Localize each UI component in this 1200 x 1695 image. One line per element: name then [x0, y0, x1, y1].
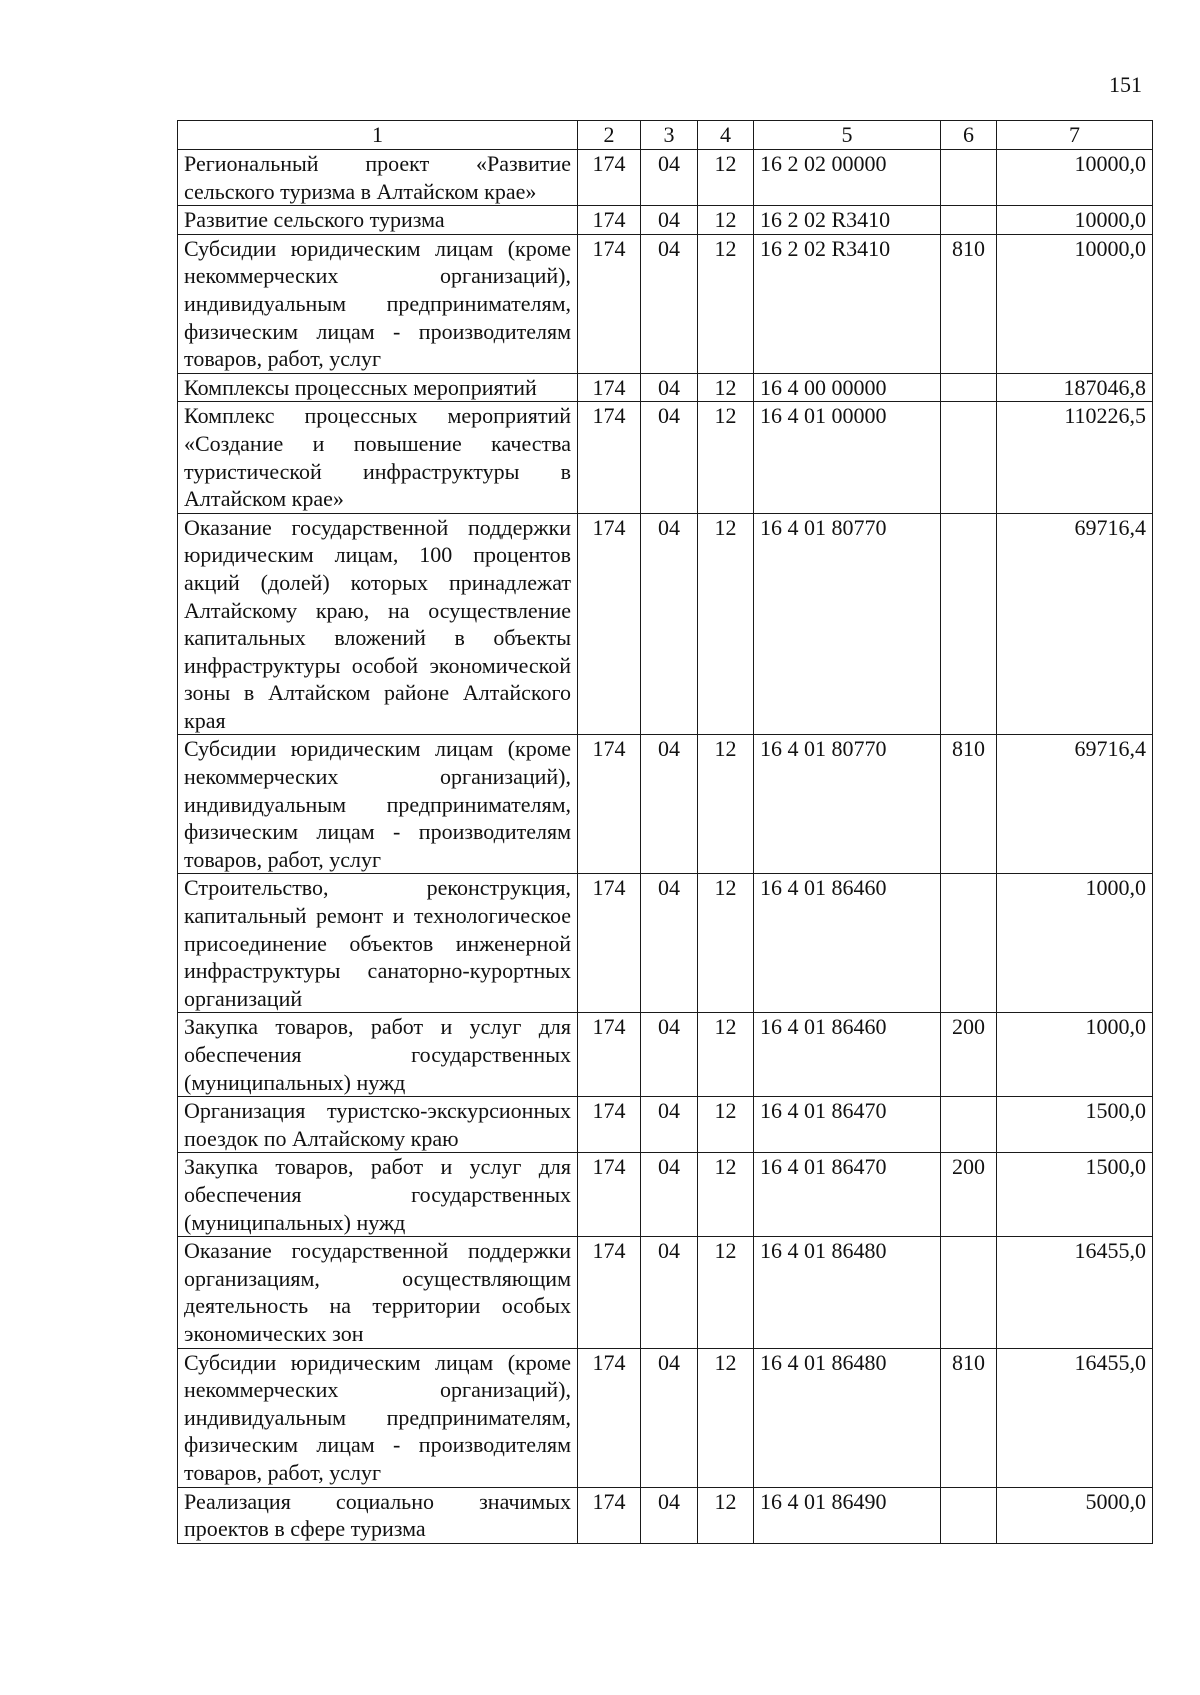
amount-cell: 69716,4 [997, 513, 1153, 735]
table-row [178, 206, 1153, 235]
amount-cell: 10000,0 [997, 234, 1153, 373]
expense-type-cell [941, 402, 997, 513]
expense-type-cell [941, 206, 997, 235]
target-article-cell: 16 4 01 00000 [754, 402, 941, 513]
subsection-cell: 12 [698, 234, 754, 373]
admin-code-cell: 174 [578, 874, 641, 1013]
table-row [178, 1487, 1153, 1543]
section-cell: 04 [641, 1097, 698, 1153]
expense-type-cell: 810 [941, 234, 997, 373]
admin-code-cell: 174 [578, 234, 641, 373]
column-header: 2 [578, 121, 641, 150]
expense-type-cell [941, 1487, 997, 1543]
row-description: Оказание государственной поддержки организациям, осуществляющим деятельность на территории особых экономических зон [178, 1237, 578, 1348]
row-description: Оказание государственной поддержки юридическим лицам, 100 процентов акций (долей) которых принадлежат Алтайскому краю, на осуществление капитальных вложений в объекты инфраструктуры особой экономической зоны в Алтайском районе Алтайского края [178, 513, 578, 735]
amount-cell: 110226,5 [997, 402, 1153, 513]
admin-code-cell: 174 [578, 1348, 641, 1487]
admin-code-cell: 174 [578, 1013, 641, 1097]
table-body [178, 150, 1153, 1544]
subsection-cell: 12 [698, 1153, 754, 1237]
subsection-cell: 12 [698, 874, 754, 1013]
section-cell: 04 [641, 735, 698, 874]
admin-code-cell: 174 [578, 1487, 641, 1543]
table-row [178, 150, 1153, 206]
amount-cell: 10000,0 [997, 150, 1153, 206]
expense-type-cell: 200 [941, 1013, 997, 1097]
budget-table [177, 120, 1153, 1544]
row-description: Комплексы процессных мероприятий [178, 373, 578, 402]
table-row [178, 1153, 1153, 1237]
target-article-cell: 16 4 01 86470 [754, 1097, 941, 1153]
subsection-cell: 12 [698, 1097, 754, 1153]
row-description: Региональный проект «Развитие сельского туризма в Алтайском крае» [178, 150, 578, 206]
row-description: Субсидии юридическим лицам (кроме некоммерческих организаций), индивидуальным предпринимателям, физическим лицам - производителям товаров, работ, услуг [178, 1348, 578, 1487]
admin-code-cell: 174 [578, 373, 641, 402]
amount-cell: 1000,0 [997, 1013, 1153, 1097]
amount-cell: 1500,0 [997, 1097, 1153, 1153]
column-header: 7 [997, 121, 1153, 150]
amount-cell: 16455,0 [997, 1348, 1153, 1487]
target-article-cell: 16 4 01 86470 [754, 1153, 941, 1237]
target-article-cell: 16 4 00 00000 [754, 373, 941, 402]
admin-code-cell: 174 [578, 206, 641, 235]
expense-type-cell: 810 [941, 1348, 997, 1487]
admin-code-cell: 174 [578, 402, 641, 513]
section-cell: 04 [641, 1237, 698, 1348]
admin-code-cell: 174 [578, 513, 641, 735]
target-article-cell: 16 4 01 86460 [754, 874, 941, 1013]
subsection-cell: 12 [698, 402, 754, 513]
row-description: Развитие сельского туризма [178, 206, 578, 235]
amount-cell: 69716,4 [997, 735, 1153, 874]
target-article-cell: 16 4 01 86460 [754, 1013, 941, 1097]
column-header: 1 [178, 121, 578, 150]
subsection-cell: 12 [698, 1237, 754, 1348]
amount-cell: 5000,0 [997, 1487, 1153, 1543]
row-description: Комплекс процессных мероприятий «Создание и повышение качества туристической инфраструктуры в Алтайском крае» [178, 402, 578, 513]
admin-code-cell: 174 [578, 1097, 641, 1153]
target-article-cell: 16 4 01 80770 [754, 735, 941, 874]
target-article-cell: 16 4 01 80770 [754, 513, 941, 735]
amount-cell: 10000,0 [997, 206, 1153, 235]
target-article-cell: 16 4 01 86480 [754, 1348, 941, 1487]
amount-cell: 16455,0 [997, 1237, 1153, 1348]
table-row [178, 513, 1153, 735]
table-row [178, 234, 1153, 373]
column-header: 3 [641, 121, 698, 150]
row-description: Организация туристско-экскурсионных поездок по Алтайскому краю [178, 1097, 578, 1153]
target-article-cell: 16 2 02 R3410 [754, 234, 941, 373]
expense-type-cell [941, 874, 997, 1013]
table-row [178, 402, 1153, 513]
expense-type-cell [941, 150, 997, 206]
subsection-cell: 12 [698, 735, 754, 874]
section-cell: 04 [641, 234, 698, 373]
admin-code-cell: 174 [578, 735, 641, 874]
admin-code-cell: 174 [578, 150, 641, 206]
table-row [178, 1237, 1153, 1348]
section-cell: 04 [641, 373, 698, 402]
table-row [178, 373, 1153, 402]
expense-type-cell [941, 513, 997, 735]
subsection-cell: 12 [698, 1013, 754, 1097]
table-row [178, 1348, 1153, 1487]
column-number-row [178, 121, 1153, 150]
expense-type-cell: 200 [941, 1153, 997, 1237]
subsection-cell: 12 [698, 1487, 754, 1543]
row-description: Субсидии юридическим лицам (кроме некоммерческих организаций), индивидуальным предпринимателям, физическим лицам - производителям товаров, работ, услуг [178, 735, 578, 874]
table-row [178, 735, 1153, 874]
subsection-cell: 12 [698, 373, 754, 402]
section-cell: 04 [641, 1153, 698, 1237]
column-header: 6 [941, 121, 997, 150]
subsection-cell: 12 [698, 513, 754, 735]
section-cell: 04 [641, 513, 698, 735]
expense-type-cell: 810 [941, 735, 997, 874]
admin-code-cell: 174 [578, 1237, 641, 1348]
row-description: Закупка товаров, работ и услуг для обеспечения государственных (муниципальных) нужд [178, 1153, 578, 1237]
section-cell: 04 [641, 874, 698, 1013]
target-article-cell: 16 4 01 86490 [754, 1487, 941, 1543]
page-number: 151 [1109, 72, 1142, 97]
section-cell: 04 [641, 1487, 698, 1543]
section-cell: 04 [641, 1348, 698, 1487]
amount-cell: 187046,8 [997, 373, 1153, 402]
amount-cell: 1500,0 [997, 1153, 1153, 1237]
target-article-cell: 16 2 02 R3410 [754, 206, 941, 235]
section-cell: 04 [641, 150, 698, 206]
amount-cell: 1000,0 [997, 874, 1153, 1013]
row-description: Субсидии юридическим лицам (кроме некоммерческих организаций), индивидуальным предпринимателям, физическим лицам - производителям товаров, работ, услуг [178, 234, 578, 373]
subsection-cell: 12 [698, 1348, 754, 1487]
table-row [178, 874, 1153, 1013]
subsection-cell: 12 [698, 206, 754, 235]
subsection-cell: 12 [698, 150, 754, 206]
target-article-cell: 16 2 02 00000 [754, 150, 941, 206]
section-cell: 04 [641, 206, 698, 235]
column-header: 4 [698, 121, 754, 150]
table-row [178, 1013, 1153, 1097]
admin-code-cell: 174 [578, 1153, 641, 1237]
row-description: Реализация социально значимых проектов в сфере туризма [178, 1487, 578, 1543]
table-row [178, 1097, 1153, 1153]
expense-type-cell [941, 1237, 997, 1348]
row-description: Строительство, реконструкция, капитальный ремонт и технологическое присоединение объектов инженерной инфраструктуры санаторно-курортных организаций [178, 874, 578, 1013]
expense-type-cell [941, 1097, 997, 1153]
section-cell: 04 [641, 1013, 698, 1097]
section-cell: 04 [641, 402, 698, 513]
column-header: 5 [754, 121, 941, 150]
target-article-cell: 16 4 01 86480 [754, 1237, 941, 1348]
expense-type-cell [941, 373, 997, 402]
row-description: Закупка товаров, работ и услуг для обеспечения государственных (муниципальных) нужд [178, 1013, 578, 1097]
